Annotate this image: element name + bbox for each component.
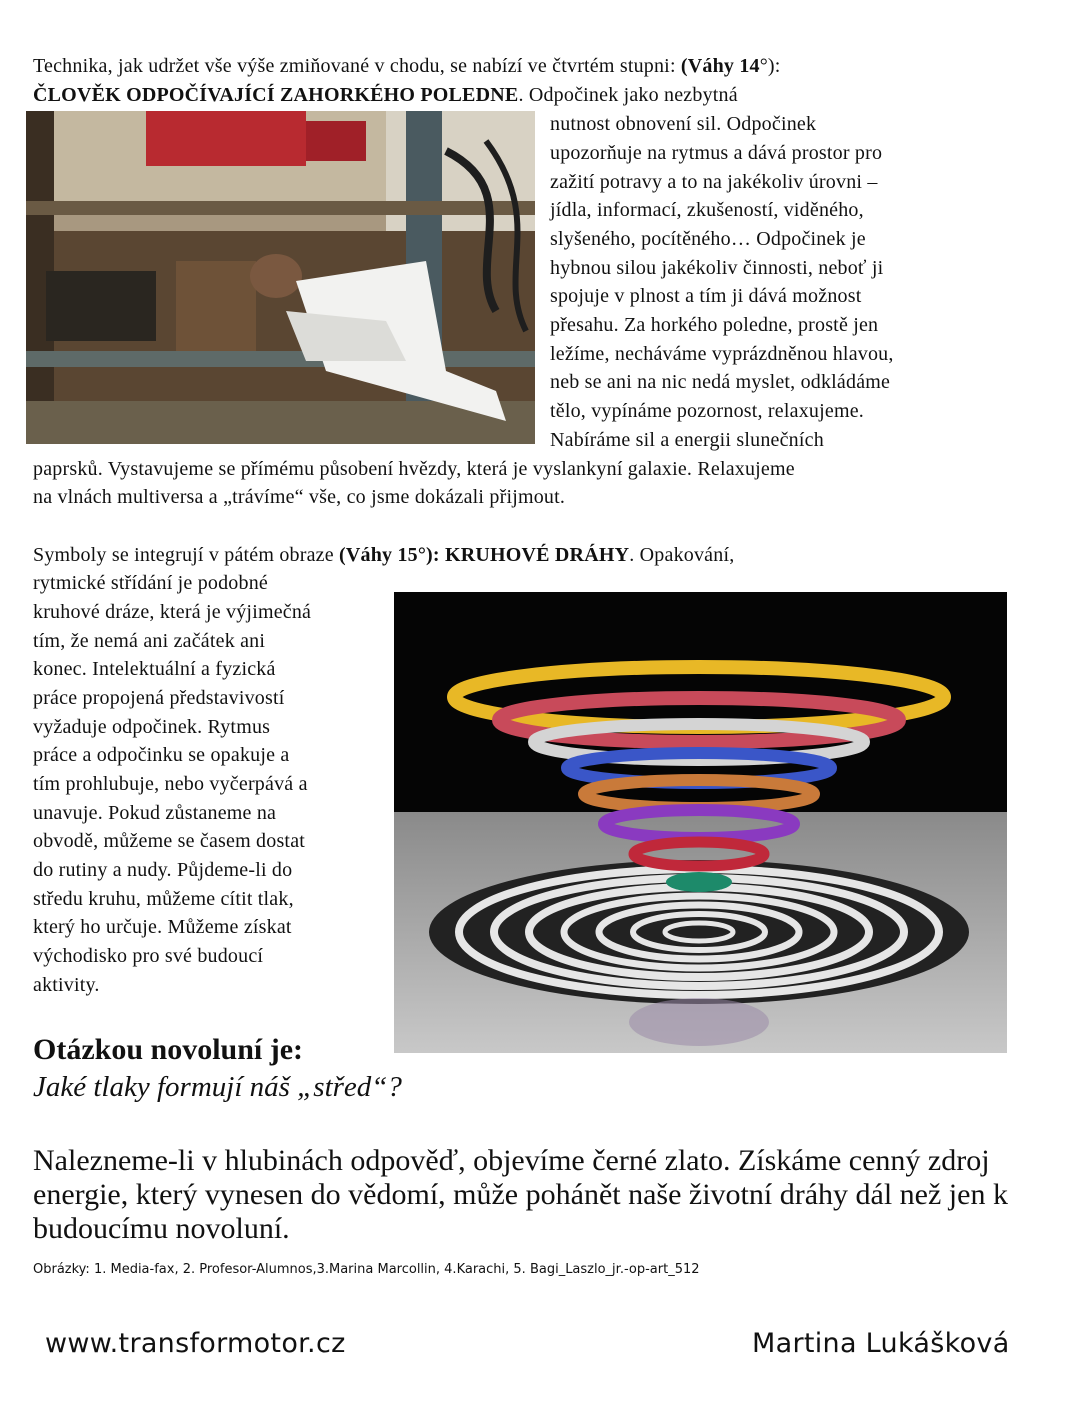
para2-line-9: tím prohlubuje, nebo vyčerpává a (33, 773, 308, 795)
para1-line-4: upozorňuje na rytmus a dává prostor pro (550, 142, 883, 164)
para2-line-6: práce propojená představivostí (33, 687, 285, 709)
para2-line-16: aktivity. (33, 974, 100, 996)
para2-line-10: unavuje. Pokud zůstaneme na (33, 802, 277, 824)
para2-line-7: vyžaduje odpočinek. Rytmus (33, 716, 271, 738)
para1-line-12: neb se ani na nic nedá myslet, odkládáme (550, 371, 891, 393)
para2-line-15: východisko pro své budoucí (33, 945, 264, 967)
para2-line-13: středu kruhu, můžeme cítit tlak, (33, 888, 294, 910)
para1-line-6: jídla, informací, zkušeností, viděného, (550, 199, 864, 221)
para2-line-2: rytmické střídání je podobné (33, 572, 268, 594)
para2-line-1: Symboly se integrují v pátém obraze (Váhy 15°): KRUHOVÉ DRÁHY. Opakování, (33, 544, 735, 566)
footer-website-link[interactable]: www.transformotor.cz (45, 1328, 346, 1359)
image-credits: Obrázky: 1. Media-fax, 2. Profesor-Alumnos,3.Marina Marcollin, 4.Karachi, 5. Bagi_Laszlo_jr.-op-art_512 (33, 1262, 700, 1277)
para2-line-11: obvodě, můžeme se časem dostat (33, 830, 306, 852)
para1-line-10: přesahu. Za horkého poledne, prostě jen (550, 314, 879, 336)
footer-author: Martina Lukášková (752, 1328, 1010, 1359)
para1-line-9: spojuje v plnost a tím ji dává možnost (550, 285, 862, 307)
answer-text: Nalezneme-li v hlubinách odpověď, objevíme černé zlato. Získáme cenný zdroj energie, který vynesen do vědomí, může pohánět naše životní dráhy dál než jen k budoucímu novoluní. (33, 1144, 1008, 1245)
photo-resting-man (26, 111, 535, 444)
op-art-rings-image (394, 592, 1007, 1053)
para1-line-8: hybnou silou jakékoliv činnosti, neboť ji (550, 257, 884, 279)
para2-line-14: který ho určuje. Můžeme získat (33, 916, 292, 938)
para1-line-7: slyšeného, pocítěného… Odpočinek je (550, 228, 866, 250)
section-title-rest: ČLOVĚK ODPOČÍVAJÍCÍ ZAHORKÉHO POLEDNE (33, 84, 519, 106)
para1-line-13: tělo, vypínáme pozornost, relaxujeme. (550, 400, 864, 422)
para1-line-3: nutnost obnovení sil. Odpočinek (550, 113, 817, 135)
para1-line-11: ležíme, necháváme vyprázdněnou hlavou, (550, 343, 894, 365)
para1-line-1: Technika, jak udržet vše výše zmiňované v chodu, se nabízí ve čtvrtém stupni: (Váhy 14°): (33, 55, 781, 77)
question-text: Jaké tlaky formují náš „střed“? (33, 1071, 402, 1103)
para2-line-8: práce a odpočinku se opakuje a (33, 744, 290, 766)
para1-line-5: zažití potravy a to na jakékoliv úrovni – (550, 171, 878, 193)
para1-line-2: ČLOVĚK ODPOČÍVAJÍCÍ ZAHORKÉHO POLEDNE. Odpočinek jako nezbytná (33, 84, 738, 106)
para1-line-14: Nabíráme sil a energii slunečních (550, 429, 824, 451)
para2-line-12: do rutiny a nudy. Půjdeme-li do (33, 859, 293, 881)
para2-line-4: tím, že nemá ani začátek ani (33, 630, 266, 652)
para2-line-3: kruhové dráze, která je výjimečná (33, 601, 312, 623)
para1-line-15: paprsků. Vystavujeme se přímému působení hvězdy, která je vyslankyní galaxie. Relaxujeme (33, 458, 795, 480)
para2-line-5: konec. Intelektuální a fyzická (33, 658, 276, 680)
para1-line-16: na vlnách multiversa a „trávíme“ vše, co jsme dokázali přijmout. (33, 486, 566, 508)
question-heading: Otázkou novoluní je: (33, 1033, 304, 1066)
